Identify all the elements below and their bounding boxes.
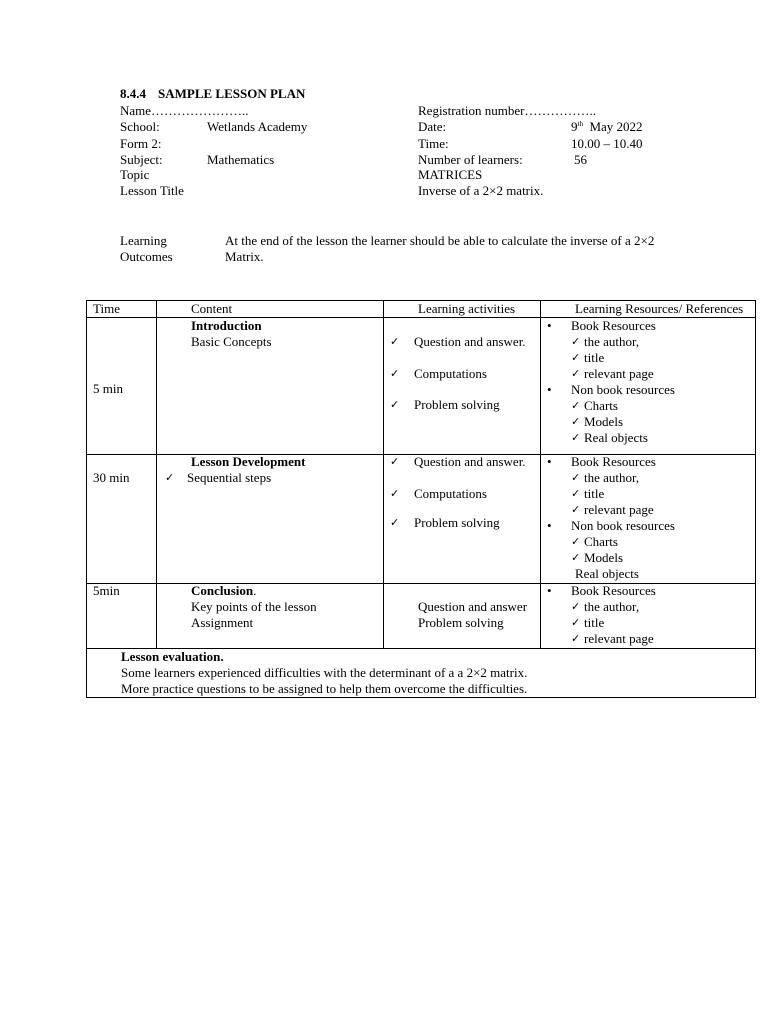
row2-activity-3: Problem solving [414, 515, 500, 530]
row2-res-book-item-1: the author, [584, 470, 640, 485]
header-activities: Learning activities [418, 301, 516, 316]
row2-content-title: Lesson Development [191, 454, 306, 469]
topic-label: Topic [120, 167, 150, 182]
row1-res-nonbook: Non book resources [571, 382, 675, 397]
check-icon: ✓ [390, 516, 400, 529]
check-icon: ✓ [390, 398, 400, 411]
learners-label: Number of learners: [418, 152, 523, 167]
row1-res-book-item-2: title [584, 350, 605, 365]
bullet-icon: • [547, 382, 552, 397]
bullet-icon: • [547, 518, 552, 533]
school-label: School: [120, 119, 160, 134]
row3-time: 5min [93, 583, 120, 598]
table-row [87, 318, 756, 455]
outcomes-label-line1: Learning [120, 233, 167, 248]
registration-number-field: Registration number…………….. [418, 103, 597, 118]
row3-res-book-item-2: title [584, 615, 605, 630]
lesson-plan-table [86, 300, 756, 698]
row1-content-sub: Basic Concepts [191, 334, 272, 349]
evaluation-title: Lesson evaluation. [121, 649, 224, 664]
name-field: Name………………….. [120, 103, 249, 118]
date-month-year: May 2022 [589, 119, 643, 134]
check-icon: ✓ [571, 399, 581, 412]
check-icon: ✓ [571, 335, 581, 348]
table-row [87, 455, 756, 584]
check-icon: ✓ [571, 351, 581, 364]
subject-value: Mathematics [207, 152, 275, 167]
check-icon: ✓ [390, 335, 400, 348]
header-time: Time [93, 301, 120, 316]
evaluation-line-1: Some learners experienced difficulties with the determinant of a a 2×2 matrix. [121, 665, 528, 680]
learners-value: 56 [574, 152, 587, 167]
section-number: 8.4.4 [120, 86, 146, 101]
row2-res-nonbook: Non book resources [571, 518, 675, 533]
check-icon: ✓ [571, 616, 581, 629]
bullet-icon: • [547, 318, 552, 333]
time-label: Time: [418, 136, 449, 151]
row2-res-book-item-2: title [584, 486, 605, 501]
row2-activity-2: Computations [414, 486, 487, 501]
outcomes-text-line1: At the end of the lesson the learner should be able to calculate the inverse of a 2×2 [225, 233, 655, 248]
lesson-title-value: Inverse of a 2×2 matrix. [418, 183, 544, 198]
form-label: Form 2: [120, 136, 162, 151]
check-icon: ✓ [571, 600, 581, 613]
section-title-text: SAMPLE LESSON PLAN [158, 86, 306, 101]
row1-res-book-item-1: the author, [584, 334, 640, 349]
check-icon: ✓ [571, 632, 581, 645]
row2-res-nonbook-item-2: Models [584, 550, 623, 565]
check-icon: ✓ [571, 535, 581, 548]
topic-value: MATRICES [418, 167, 483, 182]
outcomes-label-line2: Outcomes [120, 249, 173, 264]
row2-res-book-item-3: relevant page [584, 502, 654, 517]
row3-content-title-dot: . [253, 583, 257, 598]
check-icon: ✓ [571, 487, 581, 500]
row1-activity-1: Question and answer. [414, 334, 526, 349]
row3-content-line-1: Key points of the lesson [191, 599, 317, 614]
outcomes-text-line2: Matrix. [225, 249, 264, 264]
row3-res-book-item-3: relevant page [584, 631, 654, 646]
check-icon: ✓ [571, 503, 581, 516]
row1-res-nonbook-item-3: Real objects [584, 430, 648, 445]
row2-res-nonbook-item-1: Charts [584, 534, 618, 549]
header-resources: Learning Resources/ References [575, 301, 744, 316]
date-suffix: th [577, 120, 583, 128]
row1-activity-2: Computations [414, 366, 487, 381]
section-title [120, 86, 305, 102]
date-value [571, 119, 643, 135]
row3-content-title-wrap [191, 583, 256, 599]
check-icon: ✓ [571, 415, 581, 428]
school-value: Wetlands Academy [207, 119, 308, 134]
row1-content-title: Introduction [191, 318, 262, 333]
row3-activity-2: Problem solving [418, 615, 504, 630]
check-icon: ✓ [571, 551, 581, 564]
date-label: Date: [418, 119, 447, 134]
row2-time: 30 min [93, 470, 130, 485]
row1-res-book-item-3: relevant page [584, 366, 654, 381]
table-row [87, 584, 756, 649]
check-icon: ✓ [571, 431, 581, 444]
row3-content-line-2: Assignment [191, 615, 254, 630]
check-icon: ✓ [390, 367, 400, 380]
bullet-icon: • [547, 454, 552, 469]
row3-content-title: Conclusion [191, 583, 254, 598]
evaluation-row [87, 649, 756, 698]
row3-activity-1: Question and answer [418, 599, 528, 614]
subject-label: Subject: [120, 152, 163, 167]
row2-res-book: Book Resources [571, 454, 656, 469]
lesson-title-label: Lesson Title [120, 183, 184, 198]
date-day: 9 [571, 119, 578, 134]
time-value: 10.00 – 10.40 [571, 136, 643, 151]
row2-res-last: Real objects [575, 566, 639, 581]
row1-activity-3: Problem solving [414, 397, 500, 412]
row2-content-sub: Sequential steps [187, 470, 272, 485]
row1-res-book: Book Resources [571, 318, 656, 333]
check-icon: ✓ [390, 455, 400, 468]
check-icon: ✓ [571, 367, 581, 380]
row2-activity-1: Question and answer. [414, 454, 526, 469]
check-icon: ✓ [390, 487, 400, 500]
row1-time: 5 min [93, 381, 123, 396]
row1-res-nonbook-item-1: Charts [584, 398, 618, 413]
bullet-icon: • [547, 583, 552, 598]
check-icon: ✓ [165, 471, 175, 484]
row3-res-book-item-1: the author, [584, 599, 640, 614]
row1-res-nonbook-item-2: Models [584, 414, 623, 429]
evaluation-line-2: More practice questions to be assigned to help them overcome the difficulties. [121, 681, 528, 696]
table-header-row [87, 301, 756, 318]
check-icon: ✓ [571, 471, 581, 484]
header-content: Content [191, 301, 233, 316]
row3-res-book: Book Resources [571, 583, 656, 598]
